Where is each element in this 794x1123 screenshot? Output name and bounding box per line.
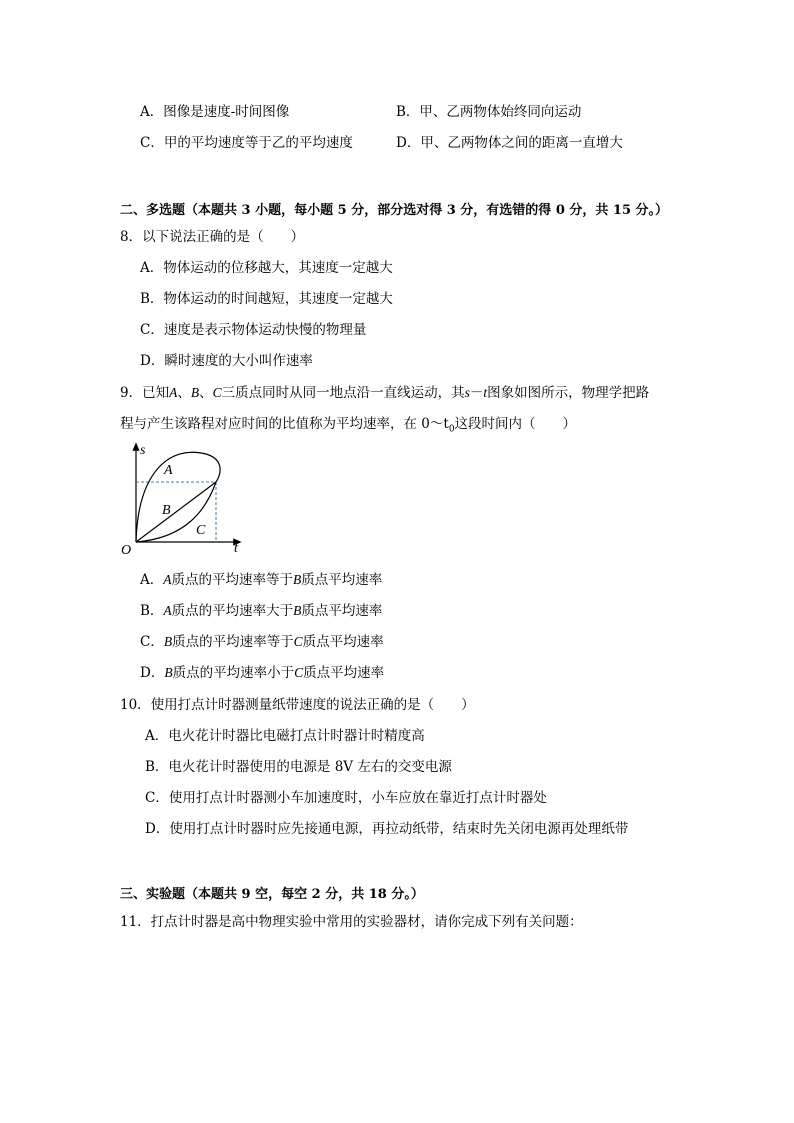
q9-var-c: C xyxy=(212,385,222,400)
option-prefix: D． xyxy=(140,665,165,681)
axis-label-t: t xyxy=(234,541,238,556)
q9-stem-line2-text: 程与产生该路程对应时间的比值称为平均速率，在 0～t xyxy=(120,416,449,432)
q9-st-graph xyxy=(116,440,256,560)
q8-option-a: A．物体运动的位移越大，其速度一定越大 xyxy=(140,260,393,276)
q9-sep2: 、 xyxy=(199,385,213,401)
curve-a xyxy=(136,452,220,542)
q7-option-d: D．甲、乙两物体之间的距离一直增大 xyxy=(396,135,623,151)
q10-option-a: A．电火花计时器比电磁打点计时器计时精度高 xyxy=(145,728,425,744)
q9-option-b xyxy=(140,602,382,620)
q9-option-a xyxy=(140,571,382,589)
option-mid: 质点的平均速率等于 xyxy=(171,572,293,588)
option-var1: A xyxy=(163,603,172,618)
option-end: 质点平均速率 xyxy=(302,634,384,650)
q9-minus: － xyxy=(469,385,484,401)
q9-stem-pre: 9．已知 xyxy=(120,385,170,401)
option-mid: 质点的平均速率等于 xyxy=(172,634,294,650)
q10-option-d: D．使用打点计时器时应先接通电源，再拉动纸带，结束时先关闭电源再处理纸带 xyxy=(145,821,629,837)
section3-heading: 三、实验题（本题共 9 空，每空 2 分，共 18 分。） xyxy=(120,887,424,902)
option-var2: C xyxy=(294,665,304,680)
q9-stem-mid: 三质点同时从同一地点沿一直线运动，其 xyxy=(221,385,465,401)
q8-option-d: D．瞬时速度的大小叫作速率 xyxy=(140,353,313,369)
option-var1: B xyxy=(163,634,173,649)
q9-var-s: s xyxy=(464,385,470,400)
q9-var-b: B xyxy=(190,385,200,400)
q7-option-a: A．图像是速度-时间图像 xyxy=(140,104,290,120)
option-prefix: B． xyxy=(140,603,164,619)
option-var1: A xyxy=(163,572,172,587)
q9-stem-line1 xyxy=(120,384,649,402)
section2-heading: 二、多选题（本题共 3 小题，每小题 5 分，部分选对得 3 分，有选错的得 0 分，共 15 分。） xyxy=(120,203,669,218)
q7-option-b: B．甲、乙两物体始终同向运动 xyxy=(396,104,582,120)
option-end: 质点平均速率 xyxy=(303,665,385,681)
q8-option-b: B．物体运动的时间越短，其速度一定越大 xyxy=(140,291,393,307)
option-prefix: C． xyxy=(140,634,164,650)
q9-stem-line2-end: 这段时间内（ ） xyxy=(454,416,577,432)
q9-stem-end: 图象如图所示，物理学把路 xyxy=(487,385,650,401)
q9-var-t: t xyxy=(483,385,488,400)
option-mid: 质点的平均速率大于 xyxy=(171,603,294,619)
q9-option-c xyxy=(140,633,384,651)
q7-option-c: C．甲的平均速度等于乙的平均速度 xyxy=(140,135,353,151)
curve-label-a: A xyxy=(164,463,173,478)
q9-sep1: 、 xyxy=(177,385,191,401)
option-end: 质点平均速率 xyxy=(301,572,383,588)
q11-stem: 11．打点计时器是高中物理实验中常用的实验器材，请你完成下列有关问题： xyxy=(120,914,583,930)
q8-option-c: C．速度是表示物体运动快慢的物理量 xyxy=(140,322,367,338)
option-prefix: A． xyxy=(140,572,164,588)
q9-option-d xyxy=(140,664,384,682)
q9-sub0: 0 xyxy=(448,424,455,435)
q8-stem: 8．以下说法正确的是（ ） xyxy=(120,229,305,245)
q9-var-a: A xyxy=(169,385,178,400)
option-var2: B xyxy=(293,603,302,618)
origin-label: O xyxy=(121,543,132,558)
option-mid: 质点的平均速率小于 xyxy=(172,665,295,681)
option-var1: B xyxy=(164,665,173,680)
curve-label-b: B xyxy=(162,503,171,518)
option-end: 质点平均速率 xyxy=(301,603,383,619)
q10-option-c: C．使用打点计时器测小车加速度时，小车应放在靠近打点计时器处 xyxy=(145,790,547,806)
axis-label-s: s xyxy=(140,443,146,458)
option-var2: C xyxy=(293,634,303,649)
q9-stem-line2 xyxy=(120,415,576,439)
q10-option-b: B．电火花计时器使用的电源是 8V 左右的交变电源 xyxy=(145,759,452,775)
q10-stem: 10．使用打点计时器测量纸带速度的说法正确的是（ ） xyxy=(120,697,475,713)
option-var2: B xyxy=(293,572,302,587)
curve-label-c: C xyxy=(196,523,206,538)
